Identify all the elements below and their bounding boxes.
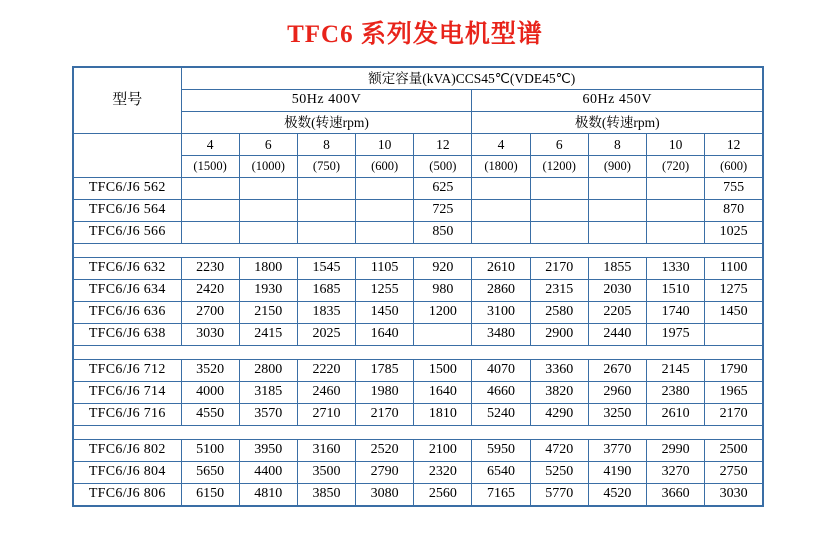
table-row	[73, 382, 763, 404]
capacity-cell: 1640	[414, 382, 472, 404]
capacity-cell: 2320	[414, 462, 472, 484]
capacity-cell	[239, 222, 297, 244]
spacer-cell	[73, 244, 763, 258]
capacity-cell: 1500	[414, 360, 472, 382]
pole-rpm-60-2: (1200)	[530, 156, 588, 178]
pole-number-60-2: 6	[530, 134, 588, 156]
capacity-cell: 1545	[297, 258, 355, 280]
capacity-cell	[181, 200, 239, 222]
capacity-cell: 1785	[356, 360, 414, 382]
capacity-cell: 1800	[239, 258, 297, 280]
capacity-cell	[647, 178, 705, 200]
header-row-capacity	[73, 67, 763, 90]
capacity-cell	[181, 178, 239, 200]
capacity-cell: 1640	[356, 324, 414, 346]
pole-number-50-1: 4	[181, 134, 239, 156]
capacity-cell: 2670	[588, 360, 646, 382]
table-spacer-row	[73, 346, 763, 360]
capacity-cell: 3660	[647, 484, 705, 507]
pole-number-50-4: 10	[356, 134, 414, 156]
capacity-cell: 2580	[530, 302, 588, 324]
capacity-cell: 3270	[647, 462, 705, 484]
table-row	[73, 302, 763, 324]
model-cell: TFC6/J6 634	[73, 280, 181, 302]
capacity-cell: 3160	[297, 440, 355, 462]
capacity-cell: 2150	[239, 302, 297, 324]
capacity-cell: 2610	[647, 404, 705, 426]
table-row	[73, 178, 763, 200]
capacity-cell: 2990	[647, 440, 705, 462]
capacity-cell	[356, 178, 414, 200]
capacity-cell: 725	[414, 200, 472, 222]
capacity-cell: 2800	[239, 360, 297, 382]
pole-number-50-3: 8	[297, 134, 355, 156]
model-cell: TFC6/J6 636	[73, 302, 181, 324]
capacity-cell: 2420	[181, 280, 239, 302]
model-cell: TFC6/J6 806	[73, 484, 181, 507]
capacity-cell: 2610	[472, 258, 530, 280]
capacity-cell: 1510	[647, 280, 705, 302]
capacity-cell	[530, 178, 588, 200]
capacity-cell: 3185	[239, 382, 297, 404]
table-row	[73, 462, 763, 484]
capacity-cell: 2790	[356, 462, 414, 484]
capacity-cell	[356, 222, 414, 244]
capacity-cell	[588, 178, 646, 200]
capacity-cell: 2170	[356, 404, 414, 426]
capacity-cell: 3100	[472, 302, 530, 324]
capacity-cell: 3250	[588, 404, 646, 426]
capacity-cell: 4550	[181, 404, 239, 426]
header-poles-60hz: 极数(转速rpm)	[472, 112, 763, 134]
capacity-cell: 4290	[530, 404, 588, 426]
capacity-cell: 1275	[705, 280, 763, 302]
capacity-cell: 3080	[356, 484, 414, 507]
header-freq-60hz: 60Hz 450V	[472, 90, 763, 112]
capacity-cell: 4070	[472, 360, 530, 382]
capacity-cell: 3770	[588, 440, 646, 462]
capacity-cell: 2220	[297, 360, 355, 382]
header-freq-50hz: 50Hz 400V	[181, 90, 472, 112]
capacity-cell: 2860	[472, 280, 530, 302]
model-cell: TFC6/J6 638	[73, 324, 181, 346]
capacity-cell: 2100	[414, 440, 472, 462]
model-cell: TFC6/J6 566	[73, 222, 181, 244]
capacity-cell: 1330	[647, 258, 705, 280]
capacity-cell: 2205	[588, 302, 646, 324]
capacity-cell: 6540	[472, 462, 530, 484]
capacity-cell	[297, 200, 355, 222]
table-header	[73, 67, 763, 178]
pole-number-60-5: 12	[705, 134, 763, 156]
capacity-cell: 3570	[239, 404, 297, 426]
pole-rpm-60-5: (600)	[705, 156, 763, 178]
capacity-cell: 4660	[472, 382, 530, 404]
capacity-cell: 5250	[530, 462, 588, 484]
table-spacer-row	[73, 426, 763, 440]
capacity-cell: 4190	[588, 462, 646, 484]
capacity-cell	[297, 222, 355, 244]
pole-number-50-5: 12	[414, 134, 472, 156]
capacity-cell: 5100	[181, 440, 239, 462]
capacity-cell: 3030	[181, 324, 239, 346]
header-model-spacer	[73, 134, 181, 178]
capacity-cell: 920	[414, 258, 472, 280]
table-row	[73, 404, 763, 426]
capacity-cell: 7165	[472, 484, 530, 507]
capacity-cell: 3360	[530, 360, 588, 382]
capacity-cell: 2710	[297, 404, 355, 426]
capacity-cell: 1810	[414, 404, 472, 426]
capacity-cell: 1855	[588, 258, 646, 280]
capacity-cell: 1100	[705, 258, 763, 280]
pole-rpm-60-4: (720)	[647, 156, 705, 178]
model-cell: TFC6/J6 712	[73, 360, 181, 382]
table-row	[73, 484, 763, 507]
capacity-cell	[588, 200, 646, 222]
capacity-cell: 2960	[588, 382, 646, 404]
capacity-cell	[414, 324, 472, 346]
pole-number-60-1: 4	[472, 134, 530, 156]
capacity-cell: 2700	[181, 302, 239, 324]
capacity-cell: 1255	[356, 280, 414, 302]
capacity-cell	[647, 200, 705, 222]
pole-rpm-60-3: (900)	[588, 156, 646, 178]
capacity-cell: 3950	[239, 440, 297, 462]
capacity-cell: 1105	[356, 258, 414, 280]
capacity-cell: 870	[705, 200, 763, 222]
pole-rpm-50-1: (1500)	[181, 156, 239, 178]
table-row	[73, 324, 763, 346]
capacity-cell: 980	[414, 280, 472, 302]
capacity-cell: 2900	[530, 324, 588, 346]
table-row	[73, 280, 763, 302]
capacity-cell: 2030	[588, 280, 646, 302]
spacer-cell	[73, 346, 763, 360]
capacity-cell	[472, 222, 530, 244]
capacity-cell: 625	[414, 178, 472, 200]
model-cell: TFC6/J6 632	[73, 258, 181, 280]
capacity-cell: 1450	[356, 302, 414, 324]
capacity-cell: 2415	[239, 324, 297, 346]
capacity-cell: 4720	[530, 440, 588, 462]
capacity-cell: 1200	[414, 302, 472, 324]
table-row	[73, 222, 763, 244]
capacity-cell: 4520	[588, 484, 646, 507]
capacity-cell: 2315	[530, 280, 588, 302]
capacity-cell: 6150	[181, 484, 239, 507]
table-row	[73, 360, 763, 382]
capacity-cell: 1835	[297, 302, 355, 324]
capacity-cell: 1965	[705, 382, 763, 404]
capacity-cell	[647, 222, 705, 244]
model-cell: TFC6/J6 714	[73, 382, 181, 404]
capacity-cell	[239, 178, 297, 200]
capacity-cell: 850	[414, 222, 472, 244]
model-cell: TFC6/J6 802	[73, 440, 181, 462]
capacity-cell	[356, 200, 414, 222]
page-title: TFC6 系列发电机型谱	[287, 21, 543, 48]
capacity-cell: 2170	[705, 404, 763, 426]
page-root	[0, 14, 830, 546]
capacity-cell	[297, 178, 355, 200]
capacity-cell: 5770	[530, 484, 588, 507]
pole-rpm-50-2: (1000)	[239, 156, 297, 178]
pole-rpm-60-1: (1800)	[472, 156, 530, 178]
capacity-cell: 3850	[297, 484, 355, 507]
capacity-cell: 2170	[530, 258, 588, 280]
capacity-cell: 4000	[181, 382, 239, 404]
header-capacity: 额定容量(kVA)CCS45℃(VDE45℃)	[181, 67, 763, 90]
model-cell: TFC6/J6 804	[73, 462, 181, 484]
capacity-cell: 3520	[181, 360, 239, 382]
pole-rpm-50-5: (500)	[414, 156, 472, 178]
capacity-cell	[239, 200, 297, 222]
pole-rpm-50-4: (600)	[356, 156, 414, 178]
spacer-cell	[73, 426, 763, 440]
capacity-cell	[530, 222, 588, 244]
pole-number-60-4: 10	[647, 134, 705, 156]
capacity-cell: 5950	[472, 440, 530, 462]
pole-rpm-50-3: (750)	[297, 156, 355, 178]
capacity-cell: 1980	[356, 382, 414, 404]
capacity-cell: 1975	[647, 324, 705, 346]
capacity-cell: 1790	[705, 360, 763, 382]
capacity-cell: 2520	[356, 440, 414, 462]
capacity-cell: 1685	[297, 280, 355, 302]
capacity-cell: 2460	[297, 382, 355, 404]
capacity-cell: 3500	[297, 462, 355, 484]
capacity-cell: 2230	[181, 258, 239, 280]
model-cell: TFC6/J6 716	[73, 404, 181, 426]
pole-number-50-2: 6	[239, 134, 297, 156]
table-row	[73, 258, 763, 280]
capacity-cell: 1740	[647, 302, 705, 324]
capacity-cell: 2750	[705, 462, 763, 484]
capacity-cell: 3820	[530, 382, 588, 404]
spec-table-container	[72, 66, 762, 507]
capacity-cell: 4400	[239, 462, 297, 484]
capacity-cell: 3030	[705, 484, 763, 507]
capacity-cell: 5650	[181, 462, 239, 484]
capacity-cell: 2025	[297, 324, 355, 346]
capacity-cell: 2440	[588, 324, 646, 346]
capacity-cell: 755	[705, 178, 763, 200]
capacity-cell	[472, 200, 530, 222]
capacity-cell	[530, 200, 588, 222]
pole-number-60-3: 8	[588, 134, 646, 156]
capacity-cell: 1930	[239, 280, 297, 302]
generator-spec-table	[72, 66, 764, 507]
capacity-cell: 2500	[705, 440, 763, 462]
capacity-cell: 2560	[414, 484, 472, 507]
table-row	[73, 440, 763, 462]
table-body	[73, 178, 763, 507]
capacity-cell: 2380	[647, 382, 705, 404]
model-cell: TFC6/J6 564	[73, 200, 181, 222]
capacity-cell: 5240	[472, 404, 530, 426]
capacity-cell: 1025	[705, 222, 763, 244]
header-model: 型号	[73, 67, 181, 134]
table-row	[73, 200, 763, 222]
table-spacer-row	[73, 244, 763, 258]
capacity-cell: 2145	[647, 360, 705, 382]
capacity-cell: 1450	[705, 302, 763, 324]
model-cell: TFC6/J6 562	[73, 178, 181, 200]
capacity-cell: 4810	[239, 484, 297, 507]
capacity-cell	[472, 178, 530, 200]
capacity-cell: 3480	[472, 324, 530, 346]
capacity-cell	[181, 222, 239, 244]
capacity-cell	[705, 324, 763, 346]
header-row-pole-numbers	[73, 134, 763, 156]
header-poles-50hz: 极数(转速rpm)	[181, 112, 472, 134]
capacity-cell	[588, 222, 646, 244]
